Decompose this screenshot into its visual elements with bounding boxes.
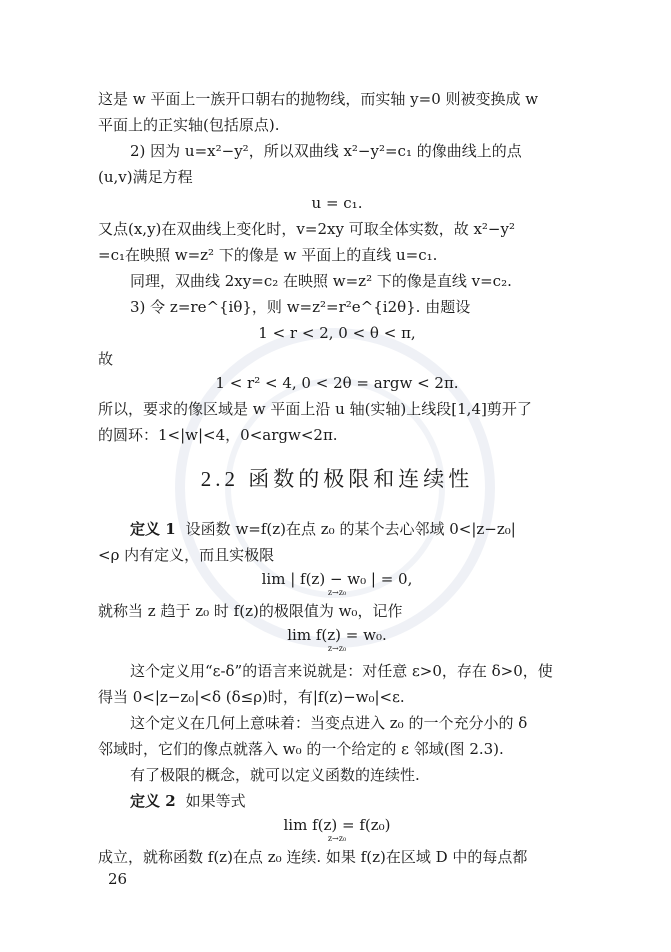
equation-1: u = c₁.	[311, 194, 363, 212]
text-line-2: 平面上的正实轴(包括原点).	[98, 116, 280, 134]
equation-5-subscript: z→z₀	[327, 644, 347, 653]
equation-2: 1 < r < 2, 0 < θ < π,	[258, 324, 416, 342]
section-heading: 2.2 函数的极限和连续性	[200, 467, 474, 491]
text-line-15: 这个定义在几何上意味着：当变点进入 z₀ 的一个充分小的 δ	[130, 714, 528, 732]
text-line-3: 2) 因为 u=x²−y²，所以双曲线 x²−y²=c₁ 的像曲线上的点	[130, 142, 522, 160]
text-line-4: (u,v)满足方程	[98, 168, 193, 186]
text-line-10: 所以，要求的像区域是 w 平面上沿 u 轴(实轴)上线段[1,4]剪开了	[98, 400, 532, 418]
text-line-12: 就称当 z 趋于 z₀ 时 f(z)的极限值为 w₀，记作	[98, 602, 403, 620]
definition-2-line	[130, 790, 576, 812]
definition-1-label: 定义 1	[130, 520, 176, 538]
text-line-5: 又点(x,y)在双曲线上变化时，v=2xy 可取全体实数，故 x²−y²	[98, 220, 515, 238]
definition-1-line-2: <ρ 内有定义，而且实极限	[98, 546, 275, 564]
text-line-11: 的圆环：1<|w|<4，0<argw<2π.	[98, 426, 338, 444]
definition-2-text: 如果等式	[185, 792, 246, 810]
equation-5: lim f(z) = w₀.	[287, 626, 387, 644]
text-line-6: =c₁在映照 w=z² 下的像是 w 平面上的直线 u=c₁.	[98, 246, 438, 264]
definition-2-label: 定义 2	[130, 792, 176, 810]
text-line-18: 成立，就称函数 f(z)在点 z₀ 连续. 如果 f(z)在区域 D 中的每点都	[98, 848, 528, 866]
equation-3: 1 < r² < 4, 0 < 2θ = argw < 2π.	[215, 374, 459, 392]
text-line-9: 故	[98, 350, 114, 368]
text-line-1: 这是 w 平面上一族开口朝右的抛物线，而实轴 y=0 则被变换成 w	[98, 90, 539, 108]
text-line-16: 邻域时，它们的像点就落入 w₀ 的一个给定的 ε 邻域(图 2.3).	[98, 740, 504, 758]
page-number: 26	[108, 870, 128, 888]
equation-4: lim | f(z) − w₀ | = 0,	[261, 570, 413, 588]
text-line-13: 这个定义用“ε-δ”的语言来说就是：对任意 ε>0，存在 δ>0，使	[130, 662, 553, 680]
equation-4-subscript: z→z₀	[327, 588, 347, 597]
text-line-7: 同理，双曲线 2xy=c₂ 在映照 w=z² 下的像是直线 v=c₂.	[130, 272, 512, 290]
definition-1-text: 设函数 w=f(z)在点 z₀ 的某个去心邻域 0<|z−z₀|	[185, 520, 516, 538]
text-line-14: 得当 0<|z−z₀|<δ (δ≤ρ)时，有|f(z)−w₀|<ε.	[98, 688, 405, 706]
definition-1-line-1	[130, 518, 576, 540]
text-line-8: 3) 令 z=re^{iθ}，则 w=z²=r²e^{i2θ}. 由题设	[130, 298, 471, 316]
text-line-17: 有了极限的概念，就可以定义函数的连续性.	[130, 766, 420, 784]
equation-6: lim f(z) = f(z₀)	[283, 816, 391, 834]
equation-6-subscript: z→z₀	[327, 834, 347, 843]
